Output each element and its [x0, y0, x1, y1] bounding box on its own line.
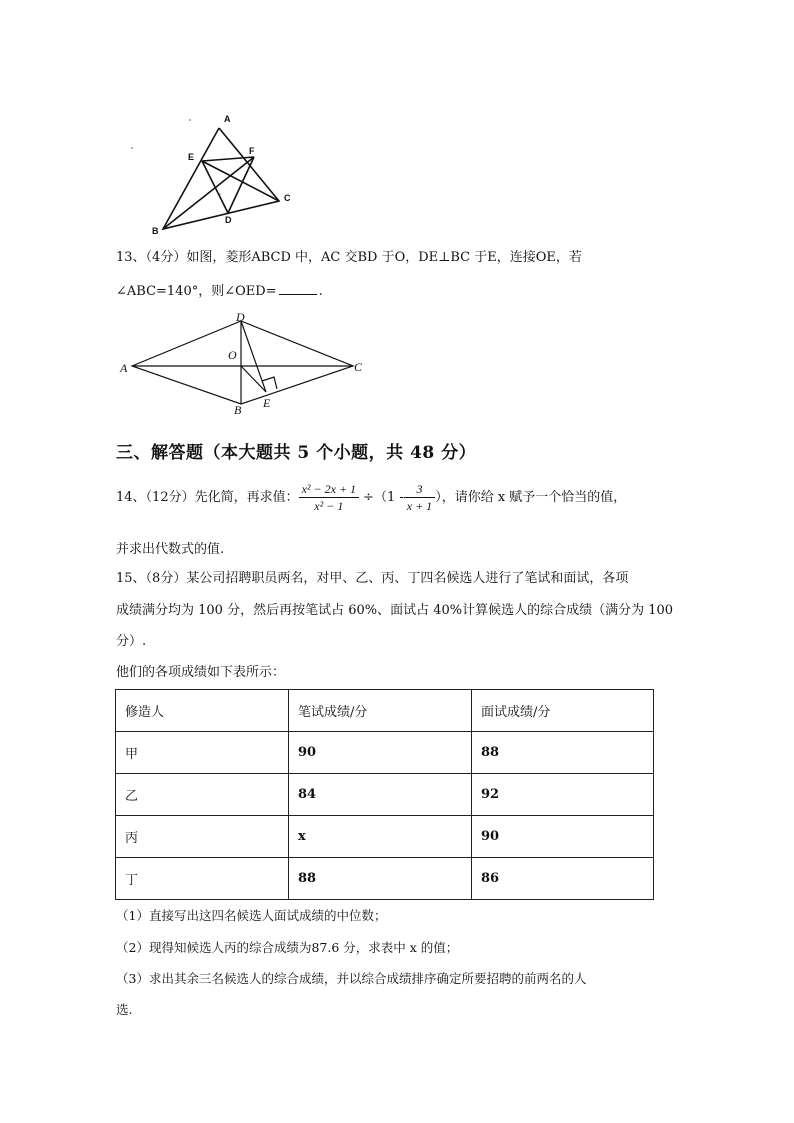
written-score: x — [289, 816, 472, 858]
q15-line2: 成绩满分均为 100 分，然后再按笔试占 60%、面试占 40%计算候选人的综合成绩（满分为 100 — [116, 603, 674, 618]
q13-line1: 13、（4分）如图，菱形ABCD 中，AC 交BD 于O，DE⊥BC 于E，连接OE，若 — [116, 250, 582, 265]
written-score: 88 — [289, 858, 472, 900]
candidate-name: 丁 — [116, 858, 289, 900]
q13-label-a: A — [120, 361, 128, 375]
q12-label-a: A — [224, 114, 231, 124]
q14-prefix: 14、（12分）先化简，再求值： — [116, 489, 299, 505]
interview-score: 88 — [472, 732, 654, 774]
q15-line3: 分）. — [116, 634, 147, 649]
candidate-name: 乙 — [116, 774, 289, 816]
q14-fraction-2-denominator: x + 1 — [406, 499, 433, 513]
interview-score: 86 — [472, 858, 654, 900]
section-three-heading: 三、解答题（本大题共 5 个小题，共 48 分） — [116, 443, 477, 463]
q14-line1 — [116, 481, 626, 514]
q15-sub3: （3）求出其余三名候选人的综合成绩，并以综合成绩排序确定所要招聘的前两名的人 — [116, 971, 587, 986]
q12-triangle-figure — [120, 105, 310, 240]
header-written: 笔试成绩/分 — [289, 690, 472, 732]
q14-line2: 并求出代数式的值. — [116, 542, 225, 557]
table-row — [116, 816, 654, 858]
answer-blank — [279, 282, 317, 295]
q13-line2-pre: ∠ABC=140°，则∠OED= — [116, 284, 277, 299]
table-row — [116, 774, 654, 816]
q13-label-b: B — [234, 403, 242, 417]
q12-label-e: E — [188, 152, 195, 162]
q14-operator: ÷（1 - — [363, 489, 404, 505]
q14-suffix: ），请你给 x 赋予一个恰当的值， — [435, 489, 627, 505]
q14-fraction-1 — [299, 481, 359, 514]
table-header-row — [116, 690, 654, 732]
q13-label-d: D — [236, 310, 245, 324]
q15-sub2: （2）现得知候选人丙的综合成绩为87.6 分，求表中 x 的值； — [116, 940, 459, 955]
q13-rhombus-figure — [110, 305, 380, 415]
candidate-name: 丙 — [116, 816, 289, 858]
q12-label-c: C — [284, 193, 291, 203]
interview-score: 90 — [472, 816, 654, 858]
written-score: 84 — [289, 774, 472, 816]
q15-sub3-cont: 选. — [116, 1002, 133, 1017]
interview-score: 92 — [472, 774, 654, 816]
header-candidate: 修造人 — [116, 690, 289, 732]
q13-label-c: C — [354, 360, 363, 374]
q13-line2-post: . — [318, 284, 323, 299]
q13-label-o: O — [228, 348, 237, 362]
q14-fraction-1-numerator: x² − 2x + 1 — [299, 481, 359, 498]
header-interview: 面试成绩/分 — [472, 690, 654, 732]
q14-fraction-2 — [404, 481, 435, 514]
q14-fraction-1-denominator: x² − 1 — [314, 499, 344, 513]
q15-line1: 15、（8分）某公司招聘职员两名，对甲、乙、丙、丁四名候选人进行了笔试和面试，各项 — [116, 571, 629, 586]
q13-label-e: E — [263, 396, 271, 410]
written-score: 90 — [289, 732, 472, 774]
q15-line4: 他们的各项成绩如下表所示： — [116, 665, 286, 680]
q12-label-b: B — [152, 226, 159, 236]
q14-fraction-2-numerator: 3 — [404, 481, 435, 498]
q13-line2 — [116, 282, 323, 302]
q15-sub1: （1）直接写出这四名候选人面试成绩的中位数； — [116, 908, 387, 923]
table-row — [116, 732, 654, 774]
q12-label-f: F — [249, 146, 255, 156]
table-row — [116, 858, 654, 900]
candidate-name: 甲 — [116, 732, 289, 774]
q12-label-d: D — [225, 215, 232, 225]
scores-table — [115, 689, 654, 900]
